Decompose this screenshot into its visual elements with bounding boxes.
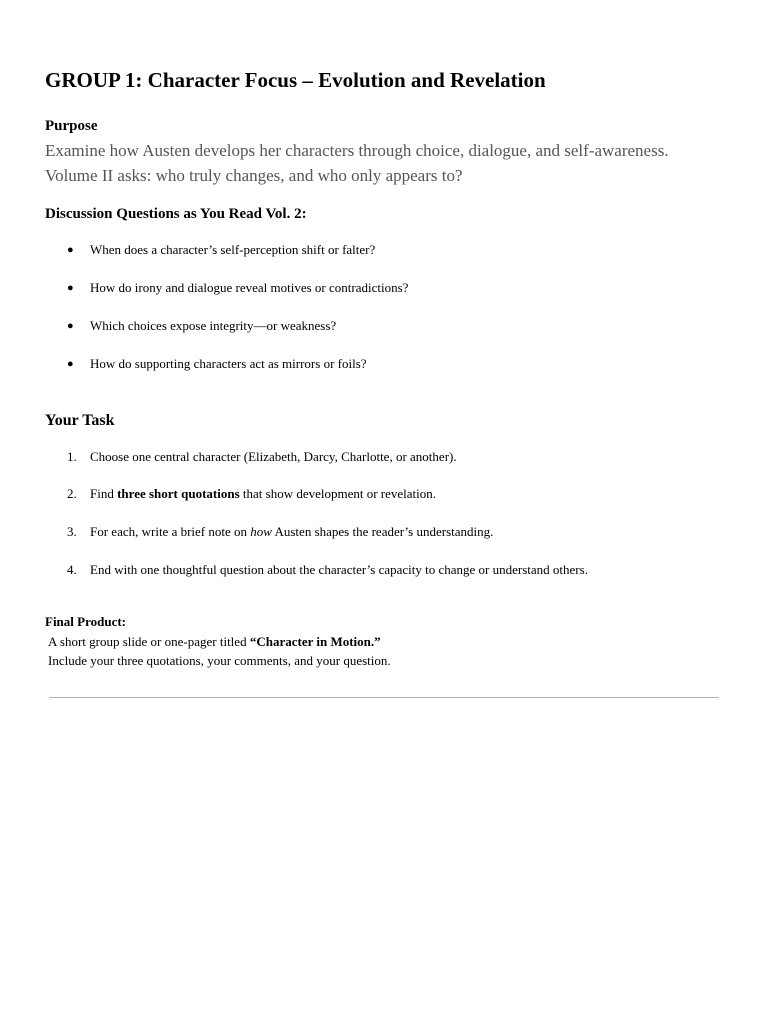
task-text-after: Austen shapes the reader’s understanding. <box>271 524 494 539</box>
task-number: 4. <box>67 562 77 577</box>
task-text-bold: three short quotations <box>117 486 240 501</box>
task-text-before: For each, write a brief note on <box>90 524 251 539</box>
final-product-title: “Character in Motion.” <box>249 634 381 649</box>
purpose-line-1: Examine how Austen develops her characters through choice, dialogue, and self-awareness. <box>45 141 669 160</box>
horizontal-divider <box>49 697 719 698</box>
purpose-line-2: Volume II asks: who truly changes, and who only appears to? <box>45 166 463 185</box>
task-item-text <box>90 485 436 503</box>
discussion-item-text: How do irony and dialogue reveal motives or contradictions? <box>90 280 409 295</box>
discussion-item-text: How do supporting characters act as mirrors or foils? <box>90 356 367 371</box>
final-product-label: Final Product: <box>45 614 127 629</box>
final-product-line-2: Include your three quotations, your comments, and your question. <box>48 653 391 668</box>
task-text-after: that show development or revelation. <box>239 486 437 501</box>
discussion-item-text: When does a character’s self-perception shift or falter? <box>90 242 376 257</box>
task-number: 1. <box>67 449 77 464</box>
bullet-icon: ● <box>67 282 74 294</box>
final-product-text: A short group slide or one-pager titled <box>48 634 250 649</box>
task-text-before: Find <box>90 486 118 501</box>
task-number: 2. <box>67 486 77 501</box>
final-product-line-1 <box>48 633 381 651</box>
task-item-text: Choose one central character (Elizabeth, Darcy, Charlotte, or another). <box>90 449 457 464</box>
purpose-heading: Purpose <box>45 118 98 134</box>
task-item-text <box>90 523 493 541</box>
purpose-text <box>45 138 745 188</box>
bullet-icon: ● <box>67 358 74 370</box>
bullet-icon: ● <box>67 320 74 332</box>
page-title: GROUP 1: Character Focus – Evolution and Revelation <box>45 68 546 92</box>
task-item-text: End with one thoughtful question about the character’s capacity to change or understand others. <box>90 562 588 577</box>
task-number: 3. <box>67 524 77 539</box>
bullet-icon: ● <box>67 244 74 256</box>
task-heading: Your Task <box>45 412 115 429</box>
task-text-italic: how <box>250 524 272 539</box>
discussion-item-text: Which choices expose integrity—or weakness? <box>90 318 337 333</box>
discussion-heading: Discussion Questions as You Read Vol. 2: <box>45 206 307 222</box>
